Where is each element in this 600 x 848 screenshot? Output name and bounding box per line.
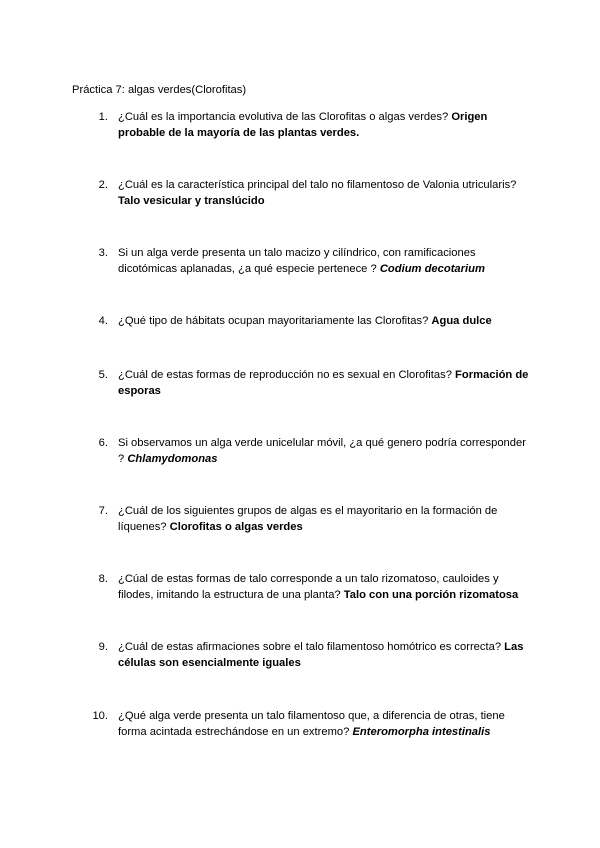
question-text: ¿Cuál es la característica principal del talo no filamentoso de Valonia utricularis? [118, 179, 517, 191]
question-body [118, 436, 532, 467]
answer-text: Origen probable de la mayoría de las plantas verdes. [118, 111, 488, 139]
question-body [118, 640, 532, 671]
answer-text: Codium decotarium [379, 262, 485, 275]
question-body [118, 246, 532, 277]
question-text: ¿Cuál de los siguientes grupos de algas es el mayoritario en la formación de líquenes? [118, 505, 498, 533]
question-number: 4. [98, 315, 108, 327]
question-number: 2. [98, 179, 108, 191]
question-item [82, 572, 532, 603]
question-body [118, 368, 532, 399]
question-item [82, 110, 532, 141]
answer-text: Clorofitas o algas verdes [169, 520, 303, 533]
question-text: ¿Cuál de estas afirmaciones sobre el talo filamentoso homótrico es correcta? [118, 641, 502, 653]
question-body [118, 709, 532, 740]
question-item [82, 246, 532, 277]
question-text: ¿Qué alga verde presenta un talo filamentoso que, a diferencia de otras, tiene forma acintada estrechándose en un extremo? [118, 710, 505, 738]
question-text: Si observamos un alga verde unicelular móvil, ¿a qué genero podría corresponder ? [118, 437, 526, 465]
answer-text: Enteromorpha intestinalis [352, 725, 491, 738]
question-text: ¿Cuál de estas formas de reproducción no es sexual en Clorofitas? [118, 369, 452, 381]
question-text: ¿Qué tipo de hábitats ocupan mayoritariamente las Clorofitas? [118, 315, 429, 327]
question-text: ¿Cuál es la importancia evolutiva de las Clorofitas o algas verdes? [118, 111, 449, 123]
answer-text: Las células son esencialmente iguales [118, 641, 524, 669]
question-item [82, 436, 532, 467]
question-body [118, 178, 532, 209]
question-item [82, 314, 532, 330]
question-item [82, 368, 532, 399]
question-number: 8. [98, 573, 108, 585]
question-number: 1. [98, 111, 108, 123]
question-item [82, 709, 532, 740]
question-item [82, 640, 532, 671]
answer-text: Talo vesicular y translúcido [118, 194, 265, 207]
question-number: 3. [98, 247, 108, 259]
question-body [118, 314, 532, 330]
question-item [82, 504, 532, 535]
question-number: 7. [98, 505, 108, 517]
page-title: Práctica 7: algas verdes(Clorofitas) [72, 84, 247, 96]
question-body [118, 504, 532, 535]
question-body [118, 110, 532, 141]
question-text: Si un alga verde presenta un talo macizo y cilíndrico, con ramificaciones dicotómicas aplanadas, ¿a qué especie pertenece ? [118, 247, 476, 275]
answer-text: Agua dulce [431, 315, 492, 327]
question-text: ¿Cúal de estas formas de talo corresponde a un talo rizomatoso, cauloides y filodes, imitando la estructura de una planta? [118, 573, 499, 601]
question-item [82, 178, 532, 209]
question-number: 6. [98, 437, 108, 449]
question-number: 10. [92, 710, 108, 722]
question-number: 9. [98, 641, 108, 653]
answer-text: Chlamydomonas [127, 452, 218, 465]
question-body [118, 572, 532, 603]
answer-text: Talo con una porción rizomatosa [343, 588, 519, 601]
answer-text: Formación de esporas [118, 369, 529, 397]
question-number: 5. [98, 369, 108, 381]
